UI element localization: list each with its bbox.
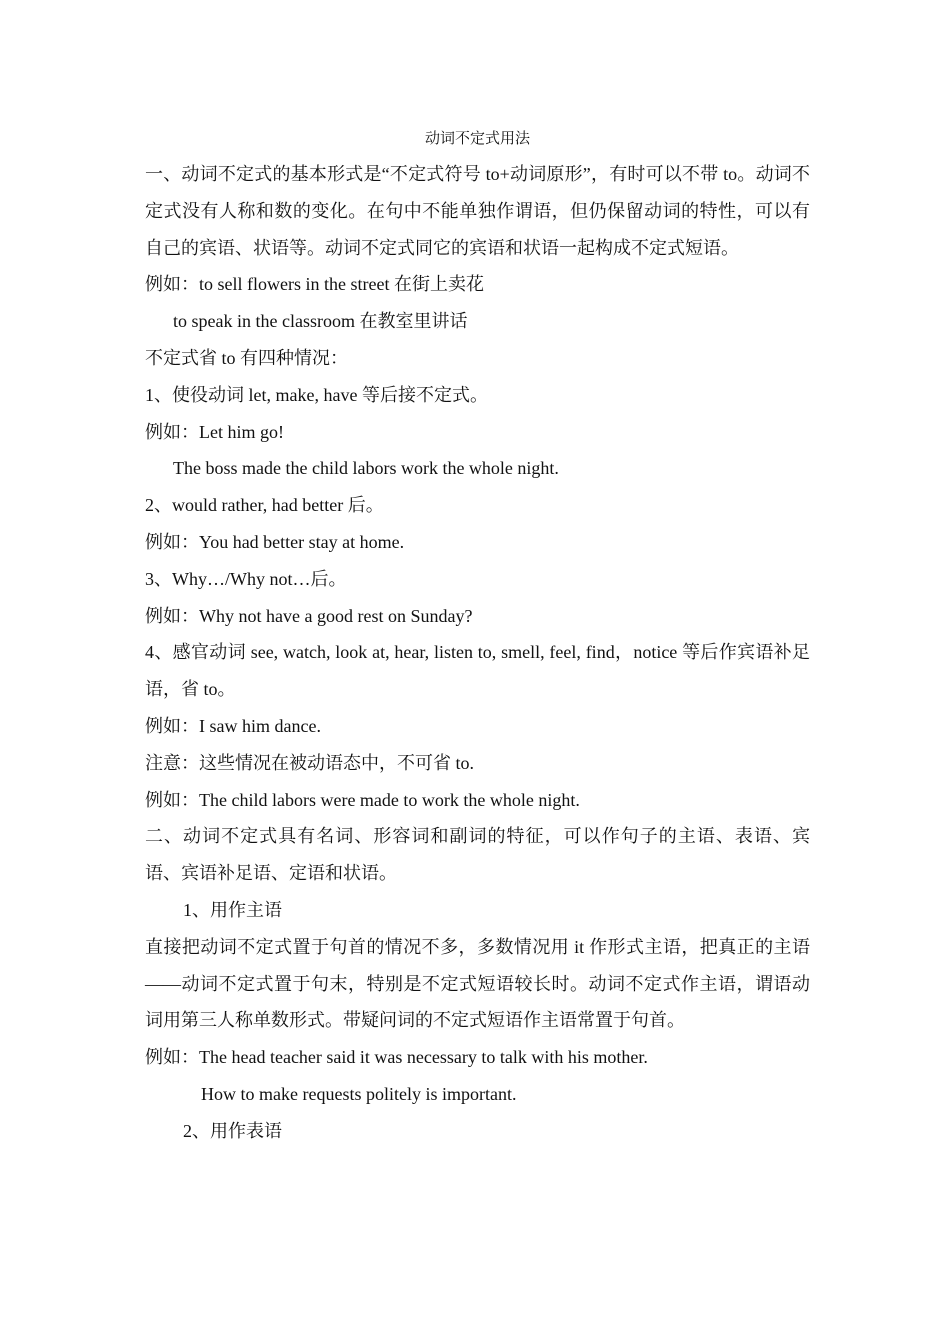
subsection1-example1: 例如：The head teacher said it was necessary to talk with his mother. [145,1047,648,1068]
section2-intro: 二、动词不定式具有名词、形容词和副词的特征，可以作句子的主语、表语、宾语、宾语补足语、定语和状语。 [145,826,810,884]
case3-text: 3、Why…/Why not…后。 [145,568,347,589]
document-title: 动词不定式用法 [424,131,530,147]
subsection1-example2: How to make requests politely is important. [201,1083,517,1104]
case3-example: 例如：Why not have a good rest on Sunday? [145,605,473,626]
case1-example2: The boss made the child labors work the whole night. [173,458,559,479]
note-text: 注意：这些情况在被动语态中，不可省 to. [145,752,474,773]
case1-text: 1、使役动词 let, make, have 等后接不定式。 [145,384,488,405]
subsection1-text: 直接把动词不定式置于句首的情况不多，多数情况用 it 作形式主语，把真正的主语——动词不定式置于句末，特别是不定式短语较长时。动词不定式作主语，谓语动词用第三人称单数形式。带疑问词的不定式短语作主语常置于句首。 [145,936,810,1031]
omit-to-heading: 不定式省 to 有四种情况： [145,347,348,368]
subsection1-heading: 1、用作主语 [183,899,282,920]
note-example: 例如：The child labors were made to work the whole night. [145,789,580,810]
section1-example1: 例如：to sell flowers in the street 在街上卖花 [145,274,484,295]
subsection2-heading: 2、用作表语 [183,1120,282,1141]
section1-example2: to speak in the classroom 在教室里讲话 [173,311,468,332]
section1-intro: 一、动词不定式的基本形式是“不定式符号 to+动词原形”，有时可以不带 to。动词不定式没有人称和数的变化。在句中不能单独作谓语，但仍保留动词的特性，可以有自己的宾语、状语等。动词不定式同它的宾语和状语一起构成不定式短语。 [145,164,810,258]
document-page [145,128,810,1150]
case4-text: 4、感官动词 see, watch, look at, hear, listen to, smell, feel, find，notice 等后作宾语补足语，省 to。 [145,642,810,700]
case2-example: 例如：You had better stay at home. [145,531,405,552]
case4-example: 例如：I saw him dance. [145,715,321,736]
case1-example1: 例如：Let him go! [145,421,284,442]
case2-text: 2、would rather, had better 后。 [145,495,384,516]
